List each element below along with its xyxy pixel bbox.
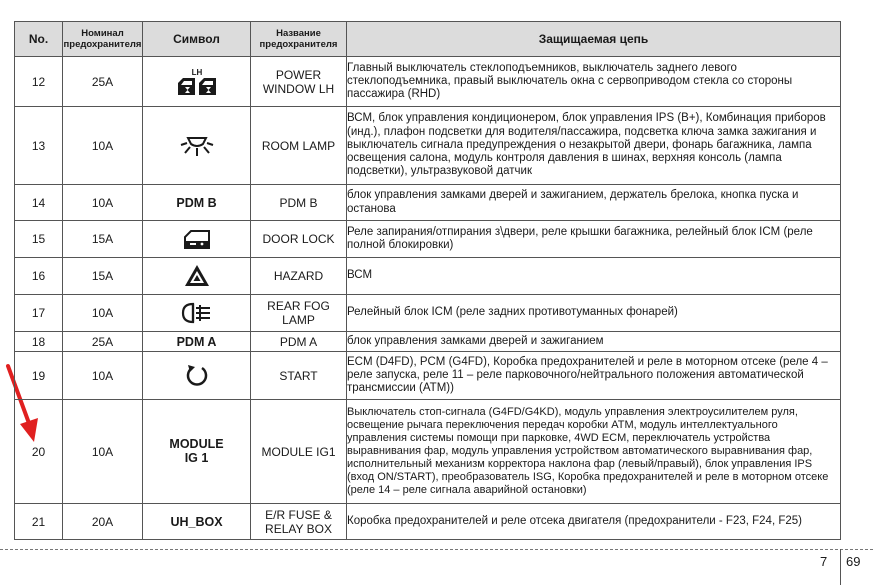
fuse-table <box>14 21 841 540</box>
fuse-number: 16 <box>15 258 63 295</box>
fuse-symbol <box>143 400 251 504</box>
power-window-icon <box>174 67 220 97</box>
fuse-rating: 20A <box>63 504 143 540</box>
fuse-rating: 10A <box>63 400 143 504</box>
fuse-symbol <box>143 352 251 400</box>
fuse-symbol <box>143 107 251 185</box>
fuse-name: PDM A <box>251 332 347 352</box>
protected-circuit: ECM (D4FD), PCM (G4FD), Коробка предохранителей и реле в моторном отсеке (реле 4 – реле запуска, реле 11 – реле парковочного/нейтрального положения автоматической трансмиссии (ATM)) <box>347 352 841 400</box>
fuse-rating: 15A <box>63 221 143 258</box>
fuse-rating: 25A <box>63 332 143 352</box>
protected-circuit: ВСМ <box>347 258 841 295</box>
protected-circuit: Главный выключатель стеклоподъемников, выключатель заднего левого стеклоподъемника, правый выключатель окна с сервоприводом стекла со стороны пассажира (RHD) <box>347 57 841 107</box>
fuse-symbol <box>143 332 251 352</box>
page-number: 69 <box>846 554 861 569</box>
fuse-name: START <box>251 352 347 400</box>
header-circuit: Защищаемая цепь <box>347 22 841 57</box>
header-symbol: Символ <box>143 22 251 57</box>
table-row <box>15 352 841 400</box>
header-name: Название предохранителя <box>251 22 347 57</box>
fuse-number: 12 <box>15 57 63 107</box>
header-rating: Номинал предохранителя <box>63 22 143 57</box>
table-row <box>15 107 841 185</box>
fuse-number: 21 <box>15 504 63 540</box>
fuse-rating: 15A <box>63 258 143 295</box>
header-no: No. <box>15 22 63 57</box>
fuse-number: 17 <box>15 295 63 332</box>
symbol-text: PDM A <box>176 334 217 349</box>
table-row <box>15 400 841 504</box>
table-row <box>15 504 841 540</box>
fuse-number: 13 <box>15 107 63 185</box>
table-row <box>15 185 841 221</box>
symbol-text: MODULE IG 1 <box>169 436 224 465</box>
fuse-rating: 10A <box>63 295 143 332</box>
hazard-icon <box>184 264 210 288</box>
start-icon <box>184 363 210 389</box>
fuse-name: DOOR LOCK <box>251 221 347 258</box>
symbol-text: UH_BOX <box>170 514 223 529</box>
fuse-number: 20 <box>15 400 63 504</box>
fuse-name: HAZARD <box>251 258 347 295</box>
fuse-symbol <box>143 185 251 221</box>
room-lamp-icon <box>179 135 215 157</box>
protected-circuit: Выключатель стоп-сигнала (G4FD/G4KD), модуль управления электроусилителем руля, освещение рычага переключения передач коробки ATM, модуль интеллектуального управления системы помощи при парковке, 4WD ECM, переключатель устройства выравнивания фар, модуль управления устройством автоматического выравнивания фар, исполнительный механизм корректора наклона фар (левый/правый), блок управления IPS (вход ON/START), преобразователь ISG, Коробка предохранителей и реле в моторном отсеке (реле 14 – реле сигнала аварийной остановки) <box>347 400 841 504</box>
protected-circuit: ВСМ, блок управления кондиционером, блок управления IPS (В+), Комбинация приборов (инд.), плафон подсветки для водителя/пассажира, подсветка ключа замка зажигания и выключатель сигнала предупреждения о незакрытой двери, фонарь багажника, лампа освещения салона, модуль контроля давления в шинах, верхняя консоль (лампа подсветки), ультразвуковой датчик <box>347 107 841 185</box>
fuse-name: ROOM LAMP <box>251 107 347 185</box>
table-row <box>15 295 841 332</box>
fuse-symbol <box>143 295 251 332</box>
fuse-name: E/R FUSE & RELAY BOX <box>251 504 347 540</box>
table-row <box>15 57 841 107</box>
door-lock-icon <box>182 228 212 250</box>
fuse-name: MODULE IG1 <box>251 400 347 504</box>
fuse-symbol <box>143 221 251 258</box>
fuse-number: 14 <box>15 185 63 221</box>
protected-circuit: блок управления замками дверей и зажиганием <box>347 332 841 352</box>
table-row <box>15 332 841 352</box>
fuse-number: 18 <box>15 332 63 352</box>
protected-circuit: блок управления замками дверей и зажиганием, держатель брелока, кнопка пуска и останова <box>347 185 841 221</box>
table-row <box>15 258 841 295</box>
power-window-lh-label: LH <box>191 67 202 77</box>
fuse-number: 15 <box>15 221 63 258</box>
fuse-name: REAR FOG LAMP <box>251 295 347 332</box>
fuse-number: 19 <box>15 352 63 400</box>
protected-circuit: Релейный блок ICM (реле задних противотуманных фонарей) <box>347 295 841 332</box>
page-divider <box>0 549 873 550</box>
page-number-divider <box>840 549 841 585</box>
fuse-name: POWER WINDOW LH <box>251 57 347 107</box>
rear-fog-lamp-icon <box>181 301 213 325</box>
table-row <box>15 221 841 258</box>
fuse-symbol <box>143 57 251 107</box>
fuse-rating: 10A <box>63 185 143 221</box>
fuse-rating: 10A <box>63 107 143 185</box>
fuse-symbol <box>143 258 251 295</box>
symbol-text: PDM B <box>176 195 217 210</box>
section-number: 7 <box>820 554 828 569</box>
table-header-row <box>15 22 841 57</box>
fuse-symbol <box>143 504 251 540</box>
fuse-rating: 10A <box>63 352 143 400</box>
fuse-name: PDM B <box>251 185 347 221</box>
protected-circuit: Реле запирания/отпирания з\двери, реле крышки багажника, релейный блок ICM (реле полной блокировки) <box>347 221 841 258</box>
protected-circuit: Коробка предохранителей и реле отсека двигателя (предохранители - F23, F24, F25) <box>347 504 841 540</box>
fuse-rating: 25A <box>63 57 143 107</box>
